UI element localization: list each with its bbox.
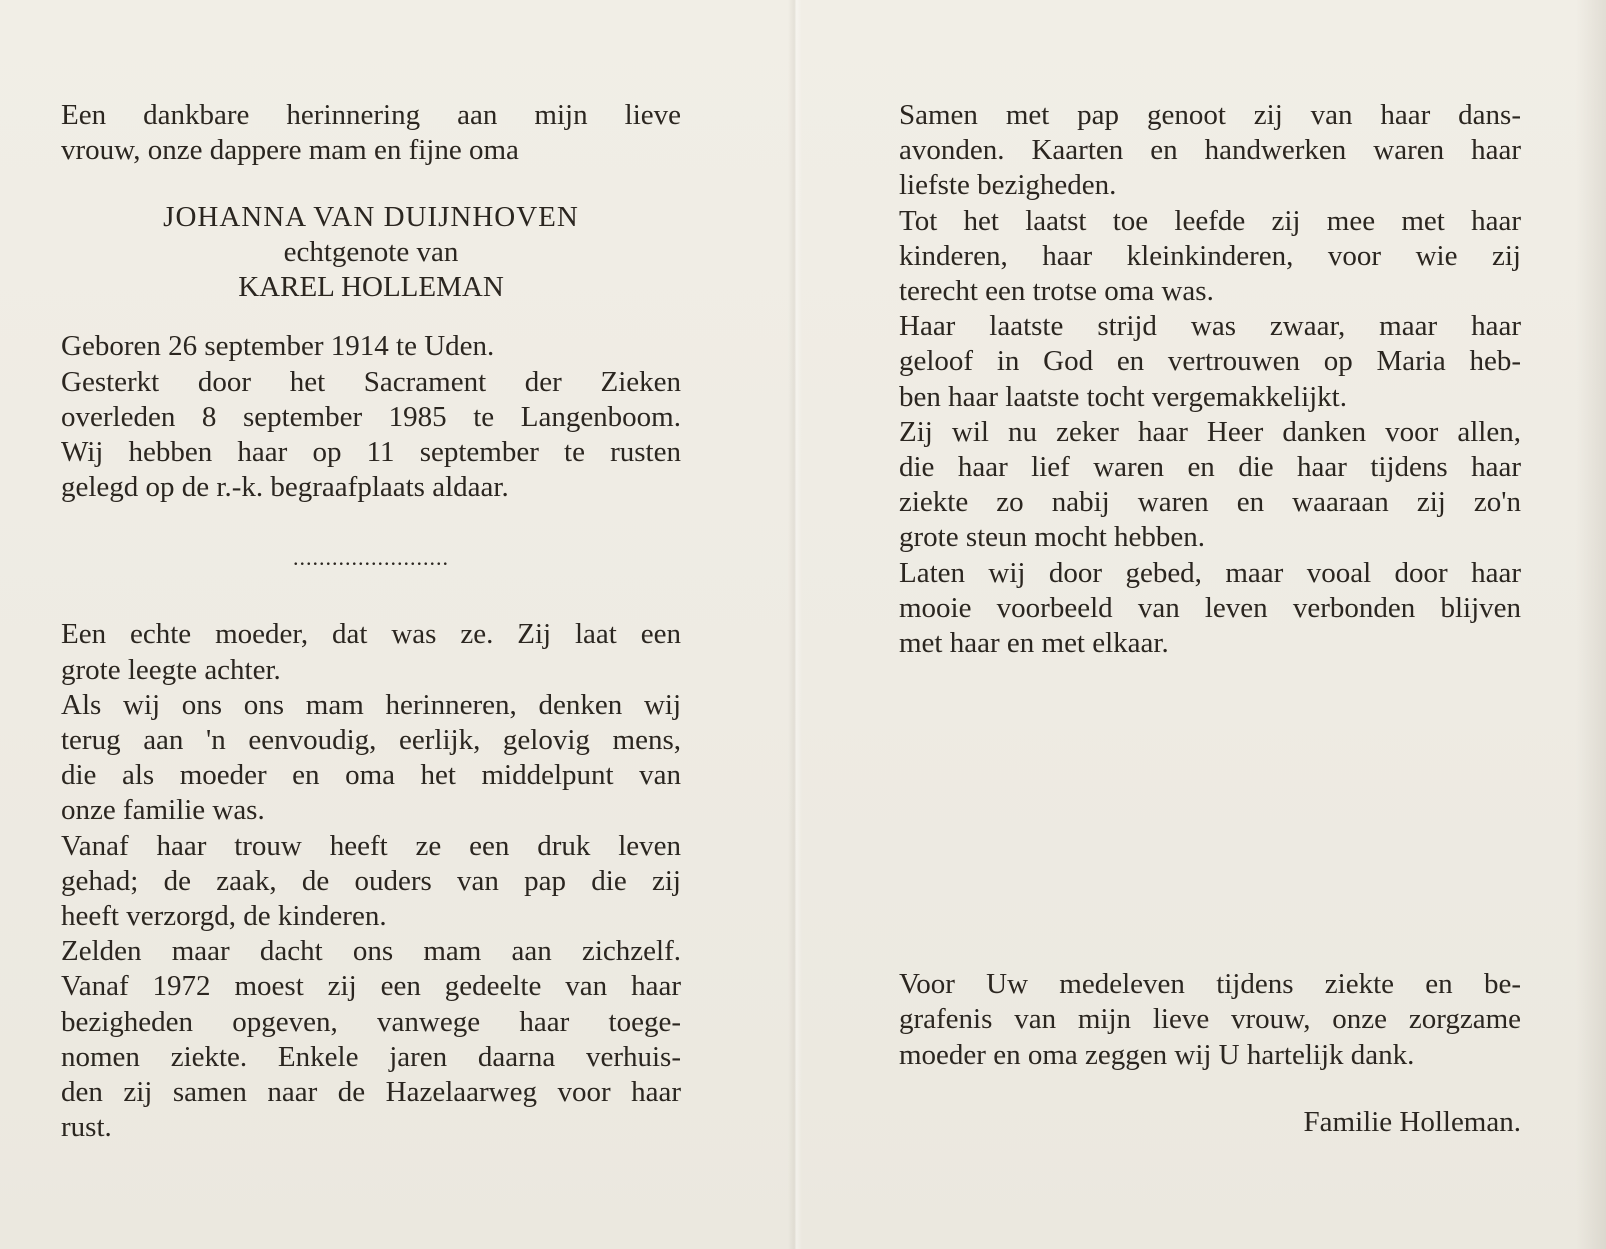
- remembrance-line: kinderen, haar kleinkinderen, voor wie zij: [899, 239, 1521, 272]
- dates-paragraph: [61, 329, 681, 505]
- thanks-line: grafenis van mijn lieve vrouw, onze zorgzame: [899, 1003, 1521, 1036]
- dates-line: Geboren 26 september 1914 te Uden.: [61, 330, 495, 363]
- remembrance-line: Haar laatste strijd was zwaar, maar haar: [899, 310, 1521, 343]
- deceased-name: JOHANNA VAN DUIJNHOVEN: [163, 201, 579, 234]
- story-line: Vanaf 1972 moest zij een gedeelte van haar: [61, 970, 681, 1003]
- remembrance-line: avonden. Kaarten en handwerken waren haar: [899, 134, 1521, 167]
- family-signature: Familie Holleman.: [1303, 1105, 1521, 1138]
- story-line: bezigheden opgeven, vanwege haar toege-: [61, 1005, 681, 1038]
- story-paragraph: [61, 617, 681, 1145]
- story-line: nomen ziekte. Enkele jaren daarna verhuis-: [61, 1040, 681, 1073]
- remembrance-paragraph: [899, 98, 1521, 661]
- remembrance-line: Laten wij door gebed, maar vooal door haar: [899, 556, 1521, 589]
- remembrance-line: grote steun mocht hebben.: [899, 521, 1206, 554]
- dates-line: Wij hebben haar op 11 september te rusten: [61, 436, 681, 469]
- spouse-label: echtgenote van: [283, 236, 459, 269]
- story-line: heeft verzorgd, de kinderen.: [61, 900, 387, 933]
- remembrance-line: Zij wil nu zeker haar Heer danken voor allen,: [899, 415, 1521, 448]
- remembrance-line: Samen met pap genoot zij van haar dans-: [899, 99, 1521, 131]
- remembrance-line: liefste bezigheden.: [899, 169, 1117, 202]
- center-fold: [788, 0, 802, 1249]
- thanks-line: Voor Uw medeleven tijdens ziekte en be-: [899, 968, 1521, 1001]
- remembrance-line: ben haar laatste tocht vergemakkelijkt.: [899, 380, 1347, 413]
- thanks-line: moeder en oma zeggen wij U hartelijk dank.: [899, 1038, 1415, 1071]
- remembrance-line: mooie voorbeeld van leven verbonden blijven: [899, 591, 1521, 624]
- dates-line: overleden 8 september 1985 te Langenboom.: [61, 400, 681, 433]
- intro-line: Een dankbare herinnering aan mijn lieve: [61, 99, 681, 131]
- remembrance-line: die haar lief waren en die haar tijdens haar: [899, 451, 1521, 484]
- remembrance-line: Tot het laatst toe leefde zij mee met haar: [899, 204, 1521, 237]
- story-line: onze familie was.: [61, 794, 265, 827]
- remembrance-line: terecht een trotse oma was.: [899, 275, 1214, 308]
- remembrance-line: ziekte zo nabij waren en waaraan zij zo'n: [899, 486, 1521, 519]
- intro-line: vrouw, onze dappere mam en fijne oma: [61, 134, 519, 167]
- story-line: grote leegte achter.: [61, 653, 281, 686]
- spouse-name: KAREL HOLLEMAN: [238, 271, 504, 304]
- page-edge-shadow: [1576, 0, 1606, 1249]
- story-line: rust.: [61, 1111, 112, 1144]
- intro-paragraph: [61, 98, 681, 168]
- remembrance-line: met haar en met elkaar.: [899, 627, 1169, 660]
- right-panel: [899, 98, 1521, 1140]
- dates-line: gelegd op de r.-k. begraafplaats aldaar.: [61, 471, 509, 504]
- dotted-divider: ........................: [293, 545, 449, 571]
- story-line: terug aan 'n eenvoudig, eerlijk, gelovig mens,: [61, 724, 681, 757]
- story-line: Vanaf haar trouw heeft ze een druk leven: [61, 829, 681, 862]
- story-line: Als wij ons ons mam herinneren, denken wij: [61, 688, 681, 721]
- dates-line: Gesterkt door het Sacrament der Zieken: [61, 365, 681, 398]
- left-panel: [61, 98, 681, 1145]
- story-line: Een echte moeder, dat was ze. Zij laat een: [61, 618, 681, 651]
- story-line: Zelden maar dacht ons mam aan zichzelf.: [61, 935, 681, 968]
- story-line: den zij samen naar de Hazelaarweg voor haar: [61, 1076, 681, 1109]
- remembrance-line: geloof in God en vertrouwen op Maria heb-: [899, 345, 1521, 378]
- story-line: die als moeder en oma het middelpunt van: [61, 759, 681, 792]
- story-line: gehad; de zaak, de ouders van pap die zij: [61, 864, 681, 897]
- thanks-paragraph: [899, 967, 1521, 1073]
